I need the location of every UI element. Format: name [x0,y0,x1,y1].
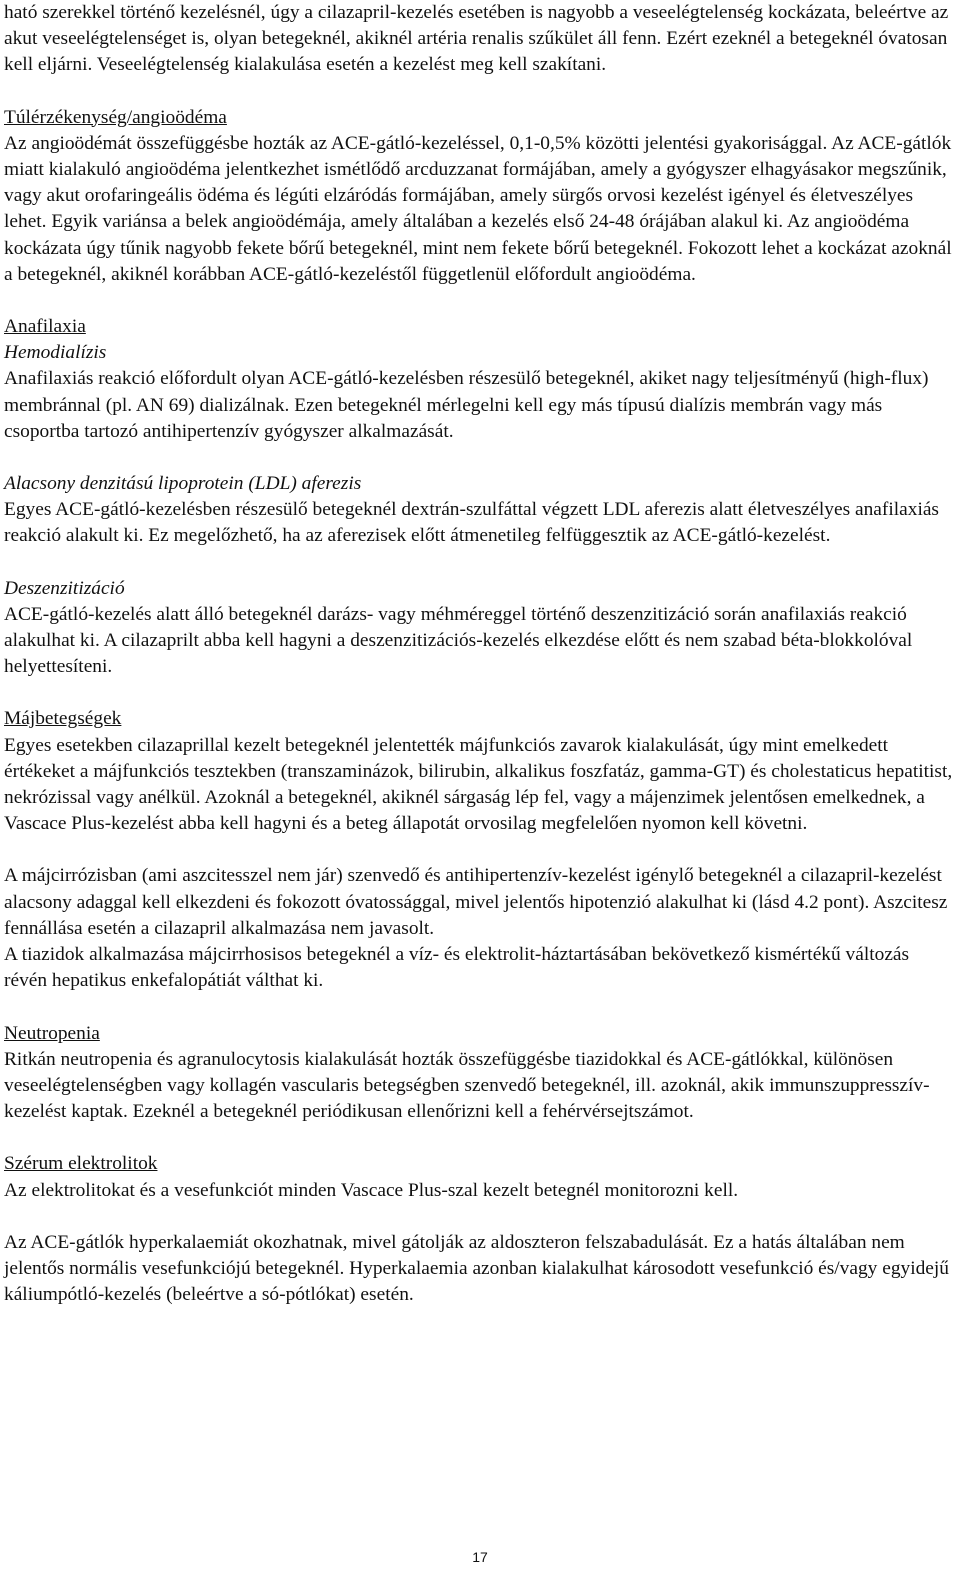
document-page [4,0,954,1308]
desensitization-paragraph: ACE-gátló-kezelés alatt álló betegeknél darázs- vagy méhméreggel történő deszenzitizáció során anafilaxiás reakció alakulhat ki. A cilazaprilt abba kell hagyni a deszenzitizációs-kezelés elkezdése előtt és nem szabad béta-blokkolóval helyettesíteni. [4,603,913,678]
heading-serum-electrolytes: Szérum elektrolitok [4,1153,158,1175]
heading-liver-disease: Májbetegségek [4,708,122,730]
angioedema-paragraph: Az angioödémát összefüggésbe hozták az ACE-gátló-kezeléssel, 0,1-0,5% közötti jelentési gyakorisággal. Az ACE-gátlók miatt kialakuló angioödéma jelentkezhet ismétlődő arcduzzanat formájában, amely a gyógyszer elhagyásakor megszűnik, vagy akut orofaringeális ödéma és légúti elzáródás formájában, amely sürgős orvosi kezelést igényel és életveszélyes lehet. Egyik variánsa a belek angioödémája, amely általában a kezelés első 24-48 órájában alakul ki. Az angioödéma kockázata úgy tűnik nagyobb fekete bőrű betegeknél, mint nem fekete bőrű betegeknél. Fokozott lehet a kockázat azoknál a betegeknél, akiknél korábban ACE-gátló-kezeléstől függetlenül előfordult angioödéma. [4,132,952,285]
page-number: 17 [472,1549,488,1565]
anafilaxia-paragraph: Anafilaxiás reakció előfordult olyan ACE-gátló-kezelésben részesülő betegeknél, akiket nagy teljesítményű (high-flux) membránnal (pl. AN 69) dializálnak. Ezen betegeknél mérlegelni kell egy más típusú dialízis membrán vagy más csoportba tartozó antihipertenzív gyógyszer alkalmazását. [4,368,929,442]
heading-angioedema: Túlérzékenység/angioödéma [4,106,227,128]
liver-paragraph-1: Egyes esetekben cilazaprillal kezelt betegeknél jelentették májfunkciós zavarok kialakulását, úgy mint emelkedett értékeket a májfunkciós tesztekben (transzaminázok, bilirubin, alkalikus foszfatáz, gamma-GT) és cholestaticus hepatitist, nekrózissal vagy anélkül. Azoknál a betegeknél, akiknél sárgaság lép fel, vagy a májenzimek jelentősen emelkednek, a Vascace Plus-kezelést abba kell hagyni és a beteg állapotát orvosilag megfelelően nyomon kell követni. [4,734,953,835]
intro-paragraph: ható szerekkel történő kezelésnél, úgy a cilazapril-kezelés esetében is nagyobb a veseelégtelenség kockázata, beleértve az akut veseelégtelenséget is, olyan betegeknél, akiknél artéria renalis szűkület áll fenn. Ezért ezeknél a betegeknél óvatosan kell eljárni. Veseelégtelenség kialakulása esetén a kezelést meg kell szakítani. [4,2,949,76]
electrolytes-paragraph-2: Az ACE-gátlók hyperkalaemiát okozhatnak, mivel gátolják az aldoszteron felszabadulását. Ez a hatás általában nem jelentős normális vesefunkciójú betegeknél. Hyperkalaemia azonban kialakulhat károsodott vesefunkció és/vagy egyidejű káliumpótló-kezelés (beleértve a só-pótlókat) esetén. [4,1231,949,1306]
electrolytes-paragraph-1: Az elektrolitokat és a vesefunkciót minden Vascace Plus-szal kezelt betegnél monitorozni kell. [4,1179,739,1201]
ldl-paragraph: Egyes ACE-gátló-kezelésben részesülő betegeknél dextrán-szulfáttal végzett LDL aferezis alatt életveszélyes anafilaxiás reakció alakult ki. Ez megelőzhető, ha az aferezisek előtt átmenetileg felfüggesztik az ACE-gátló-kezelést. [4,499,939,547]
heading-desensitization: Deszenzitizáció [4,577,125,599]
liver-paragraph-3: A tiazidok alkalmazása májcirrhosisos betegeknél a víz- és elektrolit-háztartásában bekövetkező kismértékű változás révén hepatikus enkefalopátiát válthat ki. [4,944,910,992]
subheading-hemodialysis: Hemodialízis [4,342,107,364]
neutropenia-paragraph: Ritkán neutropenia és agranulocytosis kialakulását hozták összefüggésbe tiazidokkal és ACE-gátlókkal, különösen veseelégtelenségben vagy kollagén vascularis betegségben szenvedő betegeknél, ill. azoknál, akik immunszuppresszív-kezelést kaptak. Ezeknél a betegeknél periódikusan ellenőrizni kell a fehérvérsejtszámot. [4,1048,930,1123]
heading-anafilaxia: Anafilaxia [4,316,86,338]
liver-paragraph-2: A májcirrózisban (ami aszcitesszel nem jár) szenvedő és antihipertenzív-kezelést igénylő betegeknél a cilazapril-kezelést alacsony adaggal kell elkezdeni és fokozott óvatossággal, mivel jelentős hipotenzió alakulhat ki (lásd 4.2 pont). Aszcitesz fennállása esetén a cilazapril alkalmazása nem javasolt. [4,865,948,939]
heading-neutropenia: Neutropenia [4,1022,100,1044]
heading-ldl-apheresis: Alacsony denzitású lipoprotein (LDL) aferezis [4,473,362,495]
